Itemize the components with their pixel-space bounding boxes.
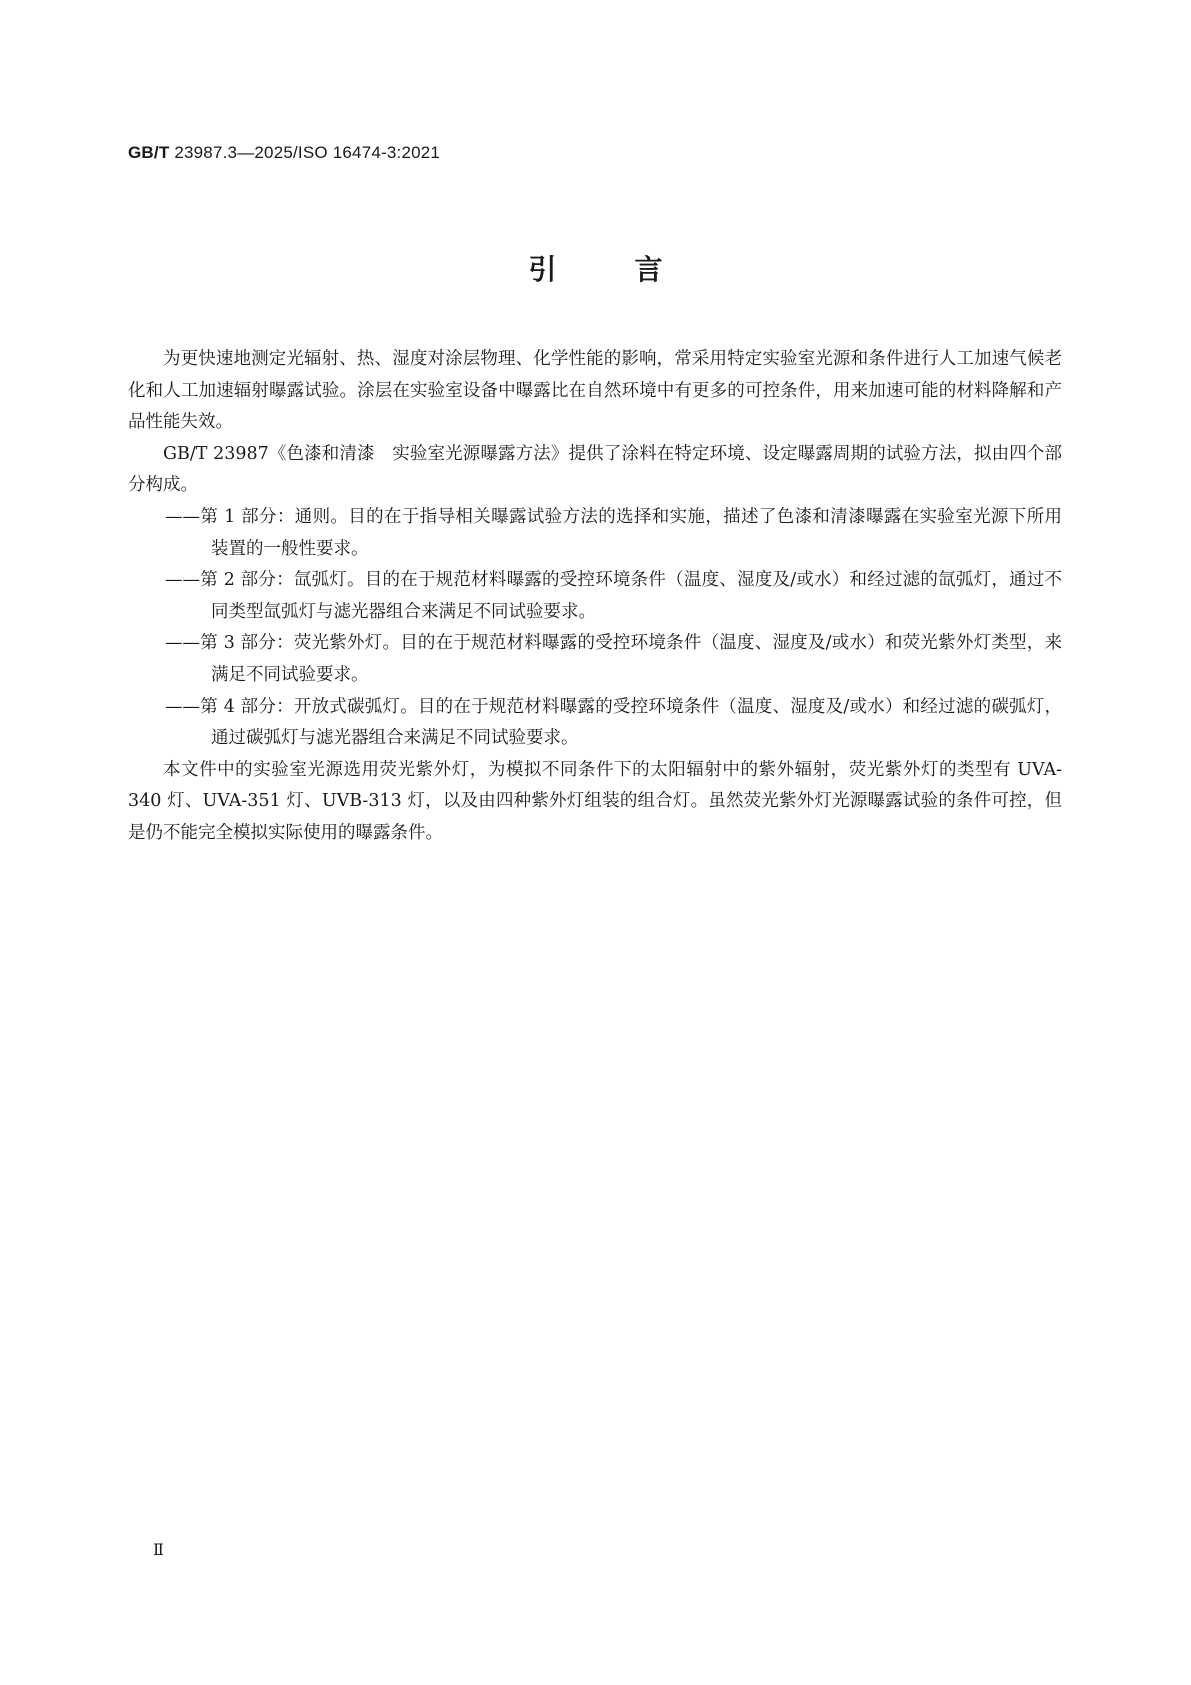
page-number: Ⅱ — [153, 1540, 164, 1559]
part-list-item-1: ——第 1 部分：通则。目的在于指导相关曝露试验方法的选择和实施，描述了色漆和清漆曝露在实验室光源下所用装置的一般性要求。 — [165, 506, 1062, 559]
document-code — [128, 143, 440, 163]
closing-paragraph: 本文件中的实验室光源选用荧光紫外灯，为模拟不同条件下的太阳辐射中的紫外辐射，荧光紫外灯的类型有 UVA-340 灯、UVA-351 灯、UVB-313 灯，以及由四种紫外灯组装的组合灯。虽然荧光紫外灯光源曝露试验的条件可控，但是仍不能完全模拟实际使用的曝露条件。 — [128, 759, 1062, 843]
intro-paragraph-1: 为更快速地测定光辐射、热、湿度对涂层物理、化学性能的影响，常采用特定实验室光源和条件进行人工加速气候老化和人工加速辐射曝露试验。涂层在实验室设备中曝露比在自然环境中有更多的可控条件，用来加速可能的材料降解和产品性能失效。 — [128, 349, 1062, 433]
part-list-item-3: ——第 3 部分：荧光紫外灯。目的在于规范材料曝露的受控环境条件（温度、湿度及/或水）和荧光紫外灯类型，来满足不同试验要求。 — [165, 633, 1062, 685]
document-code-prefix: GB/T — [128, 143, 170, 162]
part-list-item-4: ——第 4 部分：开放式碳弧灯。目的在于规范材料曝露的受控环境条件（温度、湿度及/或水）和经过滤的碳弧灯，通过碳弧灯与滤光器组合来满足不同试验要求。 — [165, 696, 1062, 749]
document-code-number: 23987.3—2025/ISO 16474-3:2021 — [169, 143, 441, 162]
intro-paragraph-2: GB/T 23987《色漆和清漆 实验室光源曝露方法》提供了涂料在特定环境、设定曝露周期的试验方法，拟由四个部分构成。 — [128, 443, 1062, 496]
introduction-body — [128, 344, 1062, 850]
page-title: 引言 — [528, 253, 741, 286]
part-list-item-2: ——第 2 部分：氙弧灯。目的在于规范材料曝露的受控环境条件（温度、湿度及/或水）和经过滤的氙弧灯，通过不同类型氙弧灯与滤光器组合来满足不同试验要求。 — [165, 570, 1062, 622]
